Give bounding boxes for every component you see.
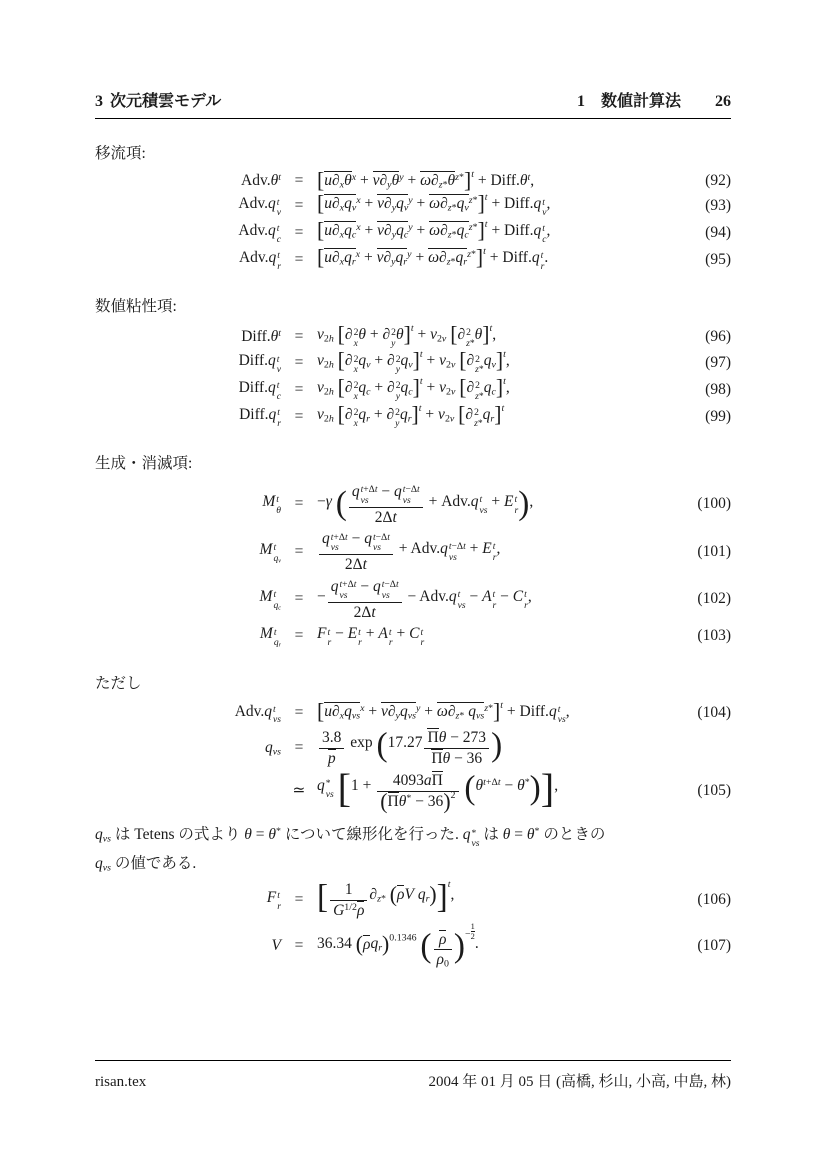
equation-lhs: Diff.q t v xyxy=(238,352,281,376)
equation-number: (94) xyxy=(705,223,731,241)
equation-number: (99) xyxy=(705,407,731,425)
equation-relation: = xyxy=(294,223,304,241)
equation-lhs: $q_{vs}$ xyxy=(264,739,281,758)
equation-lhs: Diff.q t c xyxy=(238,379,281,403)
equation-row-96 xyxy=(95,322,731,350)
equation-row-93 xyxy=(95,191,731,219)
equation-number: (95) xyxy=(705,250,731,268)
equation-row-103 xyxy=(95,624,731,649)
equation-rhs: $\nu_{2h}$ [∂ 2 x $q_c$ + ∂ 2 y $q_c]^t + \nu_{2v}$ [∂ 2 z* $q_c]^t$, xyxy=(317,375,510,403)
equation-rhs: q * vs [1 + $\frac{4093a\Pi}{(\Pi\theta^* - 36)^2}$ $(\theta^{t+\Delta t} - \theta^*)$], xyxy=(317,765,559,814)
equation-rhs: −γ ( q t+Δt vs − q t−Δt vs 2Δt + Adv.q t vs + E t r ), xyxy=(317,482,534,526)
footer-date: 2004 年 01 月 05 日 (高橋, 杉山, 小高, 中島, 林) xyxy=(428,1074,731,1090)
equation-rhs: $[u\partial_x\theta^x + v\partial_y\theta^y + \omega\partial_{z*}\theta^{z*}]^t$ + $Diff.\theta^t$, xyxy=(317,169,535,194)
equation-number: (102) xyxy=(697,590,731,608)
equation-relation: = xyxy=(294,381,304,398)
equation-rhs: $[u\partial_xq_c^x + v\partial_yq_c^y + \omega\partial_{z*}q_c^{z*}]^t$ + Diff.q t c , xyxy=(317,218,551,245)
equation-rhs: $[u\partial_xq_r^x + v\partial_yq_r^y + \omega\partial_{z*}q_r^{z*}]^t$ + Diff.q t r . xyxy=(317,245,549,272)
equation-number: (101) xyxy=(697,542,731,560)
equation-rhs: [ $\frac{1}{G^{1/2}\rho}$ $\partial_{z*}$ (ρV $q_r)]^t$, xyxy=(317,878,455,919)
equation-row-99 xyxy=(95,402,731,430)
equation-lhs: M t $q_v$ xyxy=(259,540,281,565)
header-chapter-title: 次元積雲モデル xyxy=(110,93,222,110)
equation-row-100 xyxy=(95,482,731,527)
section-label-source-sink: 生成・消滅項: xyxy=(95,455,193,473)
equation-lhs: Adv.q t c xyxy=(238,222,281,245)
section-label-where: ただし xyxy=(95,675,142,693)
equation-lhs: $Diff.\theta^t$ xyxy=(241,327,281,345)
equation-rhs: $[u\partial_xq_v^x + v\partial_yq_v^y + \omega\partial_{z*}q_v^{z*}]^t$ + Diff.q t v , xyxy=(317,191,551,219)
page-content xyxy=(95,88,731,972)
equation-number: (103) xyxy=(697,627,731,645)
section-label-advection: 移流項: xyxy=(95,145,146,162)
page-footer xyxy=(95,1060,731,1091)
equation-number: (98) xyxy=(705,381,731,398)
equation-relation: = xyxy=(294,890,304,908)
header-section-number: 1 xyxy=(576,93,585,110)
equation-row-106 xyxy=(95,880,731,921)
equation-row-105b xyxy=(95,765,731,814)
header-page-number: 26 xyxy=(715,93,731,110)
equation-relation: = xyxy=(294,407,304,425)
equation-number: (104) xyxy=(697,704,731,722)
equation-lhs: $Adv.\theta^t$ xyxy=(241,172,281,190)
equation-number: (92) xyxy=(705,172,731,190)
equation-number: (106) xyxy=(697,890,731,908)
equation-rhs: $\frac{3.8}{p}$ exp (17.27 $\frac{\Pi\theta - 273}{\Pi\theta - 36}$ ) xyxy=(317,728,683,769)
equation-lhs: M t $q_r$ xyxy=(259,625,281,649)
equation-row-101 xyxy=(95,529,731,574)
equation-rhs: F t r − E t r + A t r + C t r xyxy=(317,625,425,649)
equation-rhs: $\nu_{2h}$ [∂ 2 x $q_v$ + ∂ 2 y $q_v]^t + \nu_{2v}$ [∂ 2 z* $q_v]^t$, xyxy=(317,349,510,376)
equation-row-97 xyxy=(95,351,731,376)
equation-row-107 xyxy=(95,922,731,970)
equation-rhs: − q t+Δt vs − q t−Δt vs 2Δt − Adv.q t vs − A t r − C t r , xyxy=(317,577,532,621)
equation-lhs: M t $q_c$ xyxy=(259,588,281,612)
equation-lhs: V xyxy=(271,936,281,954)
equation-number: (105) xyxy=(697,781,731,799)
equation-relation: = xyxy=(294,936,304,954)
header-section-title: 数値計算法 xyxy=(600,93,681,110)
equation-relation: = xyxy=(294,250,304,268)
equation-rhs: $\nu_{2h}$ [∂ 2 x θ + ∂ 2 y $\theta]^t + \nu_{2v}$ [∂ 2 z* θ]$^t$, xyxy=(317,322,497,349)
page-header xyxy=(95,88,731,119)
footer-filename: risan.tex xyxy=(95,1074,147,1090)
equation-rhs: [$u\partial_xq_{vs}^x + v\partial_yq_{vs}^y + \omega\partial_{z*}$ $q_{vs}^{z*}]^t$ + Diff.q t vs , xyxy=(317,699,570,726)
equation-relation: ≃ xyxy=(292,781,306,799)
equation-rhs: $\nu_{2h}$ [∂ 2 x $q_r$ + ∂ 2 y $q_r]^t + \nu_{2v}$ [∂ 2 z* $q_r]^t$ xyxy=(317,402,505,429)
equation-number: (107) xyxy=(697,936,731,954)
equation-relation: = xyxy=(294,704,304,722)
equation-number: (93) xyxy=(705,197,731,215)
equation-lhs: Diff.q t r xyxy=(239,405,281,429)
equation-row-98 xyxy=(95,375,731,403)
equation-lhs: F t r xyxy=(266,888,281,912)
equation-row-92 xyxy=(95,171,731,192)
equation-number: (96) xyxy=(705,327,731,345)
equation-relation: = xyxy=(294,197,304,215)
equation-relation: = xyxy=(294,495,304,513)
equation-row-95 xyxy=(95,245,731,273)
equation-number: (100) xyxy=(697,495,731,513)
equation-lhs: Adv.q t vs xyxy=(234,702,281,726)
equation-relation: = xyxy=(294,172,304,190)
equation-relation: = xyxy=(294,327,304,345)
equation-relation: = xyxy=(294,542,304,560)
equation-row-94 xyxy=(95,218,731,246)
equation-lhs: M t θ xyxy=(262,493,281,517)
equation-rhs: 36.34 $(\rho q_r)^{0.1346}$ ( $\frac{\rho}{\rho_0}$ )$^{- \frac{1}{2}}$ . xyxy=(317,921,479,970)
equation-row-105a xyxy=(95,728,731,769)
equation-relation: = xyxy=(294,739,304,757)
header-right xyxy=(577,88,731,111)
equation-number: (97) xyxy=(705,354,731,372)
equation-relation: = xyxy=(294,627,304,645)
section-label-viscosity: 数値粘性項: xyxy=(95,298,177,316)
equation-row-104 xyxy=(95,699,731,727)
equation-rhs: q t+Δt vs − q t−Δt vs 2Δt + Adv.q t−Δt vs + E t r , xyxy=(317,529,683,574)
header-chapter-number: 3 xyxy=(95,93,103,110)
equation-relation: = xyxy=(294,354,304,372)
equation-row-102 xyxy=(95,577,731,622)
equation-lhs: Adv.q t v xyxy=(238,195,281,219)
equation-relation: = xyxy=(294,590,304,608)
body-paragraph: $q_{vs}$ は Tetens の式より θ = θ* について線形化を行った. q * vs は θ = θ* のときの $q_{vs}$ の値である. xyxy=(95,826,606,874)
equation-lhs: Adv.q t r xyxy=(238,248,281,272)
